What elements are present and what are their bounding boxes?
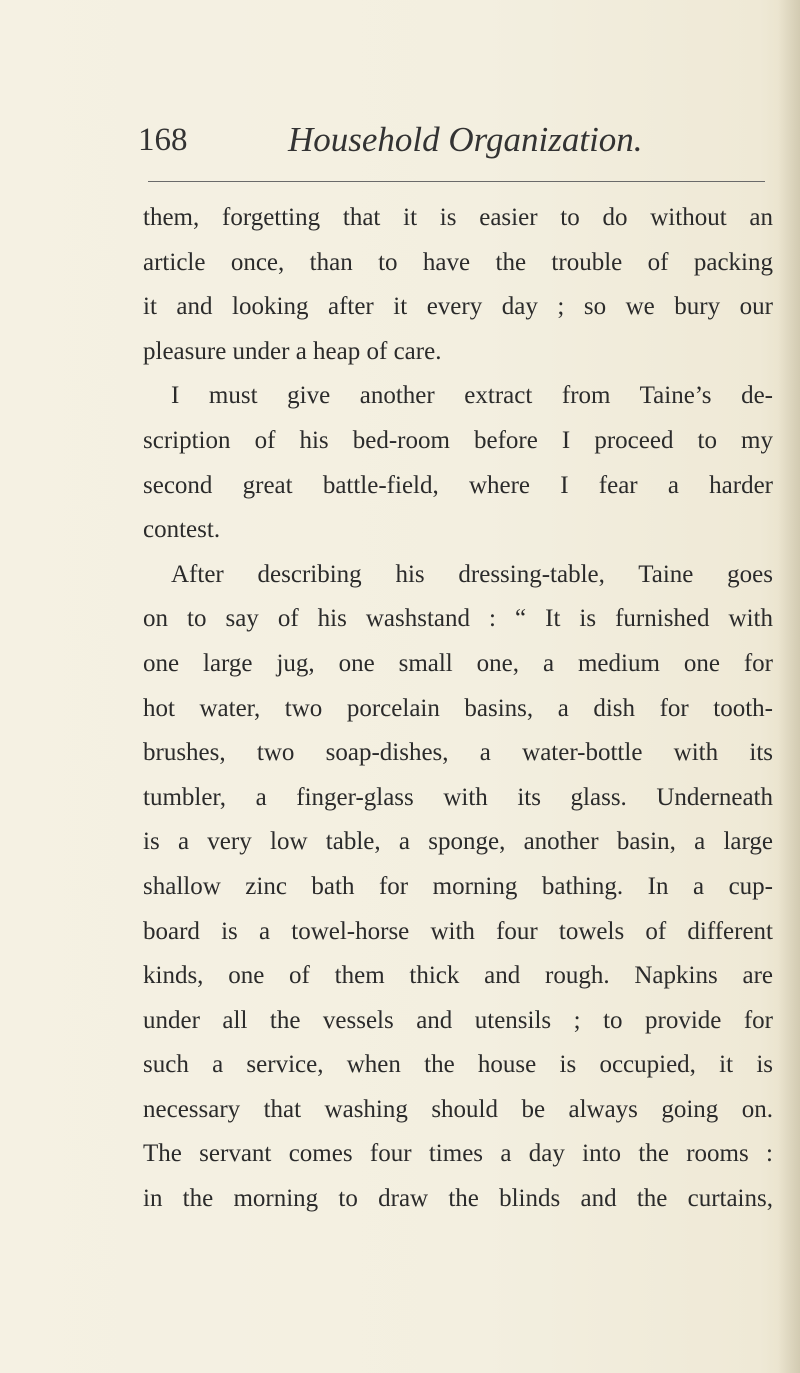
text-line: pleasure under a heap of care. bbox=[143, 337, 442, 365]
text-line: I must give another extract from Taine’s de- bbox=[171, 382, 773, 410]
text-line: on to say of his washstand : “ It is furnished with bbox=[143, 605, 773, 633]
text-line: hot water, two porcelain basins, a dish for tooth- bbox=[143, 694, 773, 722]
text-line: scription of his bed-room before I proceed to my bbox=[143, 426, 773, 454]
text-line: kinds, one of them thick and rough. Napkins are bbox=[143, 962, 773, 990]
body-text bbox=[143, 196, 773, 1222]
page-edge-shadow bbox=[778, 0, 800, 1373]
text-line: After describing his dressing-table, Taine goes bbox=[171, 560, 773, 588]
text-line: under all the vessels and utensils ; to provide for bbox=[143, 1006, 773, 1034]
text-line: is a very low table, a sponge, another basin, a large bbox=[143, 828, 773, 856]
page-header bbox=[138, 120, 768, 172]
header-rule bbox=[148, 181, 765, 182]
running-head: Household Organization. bbox=[288, 120, 643, 159]
text-line: second great battle-field, where I fear a harder bbox=[143, 471, 773, 499]
text-line: them, forgetting that it is easier to do without an bbox=[143, 204, 773, 231]
text-line: tumbler, a finger-glass with its glass. Underneath bbox=[143, 783, 773, 811]
text-line: board is a towel-horse with four towels of different bbox=[143, 917, 773, 945]
text-line: contest. bbox=[143, 516, 221, 544]
text-line: article once, than to have the trouble of packing bbox=[143, 248, 773, 276]
text-line: it and looking after it every day ; so we bury our bbox=[143, 293, 773, 321]
text-line: shallow zinc bath for morning bathing. In a cup- bbox=[143, 872, 773, 900]
text-line: in the morning to draw the blinds and the curtains, bbox=[143, 1185, 773, 1213]
text-line: such a service, when the house is occupied, it is bbox=[143, 1051, 773, 1079]
text-line: one large jug, one small one, a medium one for bbox=[143, 649, 773, 677]
text-line: necessary that washing should be always going on. bbox=[143, 1095, 773, 1123]
page-number: 168 bbox=[138, 122, 188, 158]
text-line: brushes, two soap-dishes, a water-bottle with its bbox=[143, 739, 773, 767]
text-line: The servant comes four times a day into the rooms : bbox=[143, 1140, 773, 1168]
